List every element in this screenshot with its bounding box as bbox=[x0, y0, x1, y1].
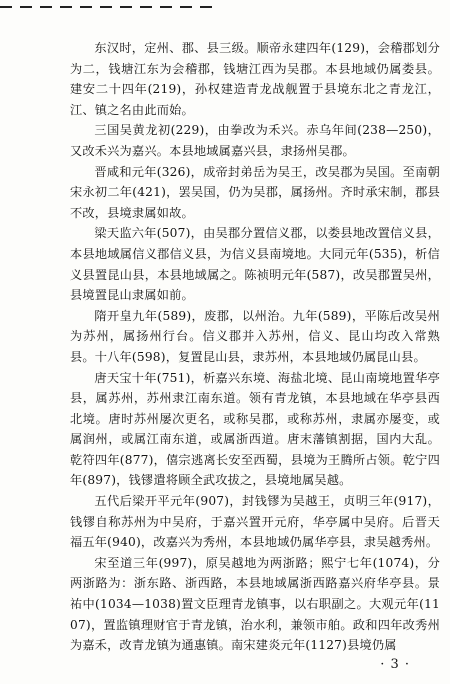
paragraph-three-kingdoms: 三国吴黄龙初(229)，由拳改为禾兴。赤乌年间(238—250)，又改禾兴为嘉兴。本县地域属嘉兴县，隶扬州吴郡。 bbox=[70, 123, 440, 158]
top-dashed-rule bbox=[0, 6, 220, 8]
paragraph-sui: 隋开皇九年(589)，废郡，以州治。九年(589)，平陈后改吴州为苏州，属扬州行台。信义郡并入苏州，信义、昆山均改入常熟县。十八年(598)，复置昆山县，隶苏州，本县地域仍属昆山县。 bbox=[70, 308, 440, 364]
paragraph-tang: 唐天宝十年(751)，析嘉兴东境、海盐北境、昆山南境地置华亭县，属苏州，苏州隶江南东道。领有青龙镇，本县地域在华亭县西北境。唐时苏州屡次更名，或称吴郡，或称苏州，隶属亦屡变，或属润州，或属江南东道，或属浙西道。唐末藩镇割据，国内大乱。乾符四年(877)，僖宗逃离长安至西蜀，县境为王腾所占领。乾宁四年(897)，钱镠遣将顾全武攻拔之，县境地属吴越。 bbox=[70, 370, 440, 488]
page-number: · 3 · bbox=[380, 657, 410, 672]
paragraph-jin: 晋咸和元年(326)，成帝封弟岳为吴王，改吴郡为吴国。至南朝宋永初二年(421)，罢吴国，仍为吴郡，属扬州。齐时承宋制，郡县不改，县境隶属如故。 bbox=[70, 164, 440, 220]
paragraph-song: 宋至道三年(997)，原吴越地为两浙路；熙宁七年(1074)，分两浙路为：浙东路、浙西路，本县地域属浙西路嘉兴府华亭县。景祐中(1034—1038)置文臣理青龙镇事，以右职副之。大观元年(1107)，置监镇理财官于青龙镇，治水利，兼领市舶。政和四年改秀州为嘉禾，改青龙镇为通惠镇。南宋建炎元年(1127)县境仍属 bbox=[70, 555, 440, 653]
paragraph-five-dynasties: 五代后梁开平元年(907)，封钱镠为吴越王，贞明三年(917)，钱镠自称苏州为中吴府，于嘉兴置开元府，华亭属中吴府。后晋天福五年(940)，改嘉兴为秀州，本县地域仍属华亭县，隶吴越秀州。 bbox=[70, 494, 440, 550]
body-text bbox=[70, 38, 440, 656]
paragraph-eastern-han: 东汉时，定州、郡、县三级。顺帝永建四年(129)，会稽郡划分为二，钱塘江东为会稽郡，钱塘江西为吴郡。本县地域仍属娄县。建安二十四年(219)，孙权建造青龙战舰置于县境东北之青龙江，江、镇之名由此而始。 bbox=[70, 41, 440, 117]
paragraph-liang: 梁天监六年(507)，由吴郡分置信义郡，以娄县地改置信义县，本县地域属信义郡信义县，为信义县南境地。大同元年(535)，析信义县置昆山县，本县地域属之。陈祯明元年(587)，改吴郡置吴州，县境置昆山隶属如前。 bbox=[70, 226, 440, 303]
